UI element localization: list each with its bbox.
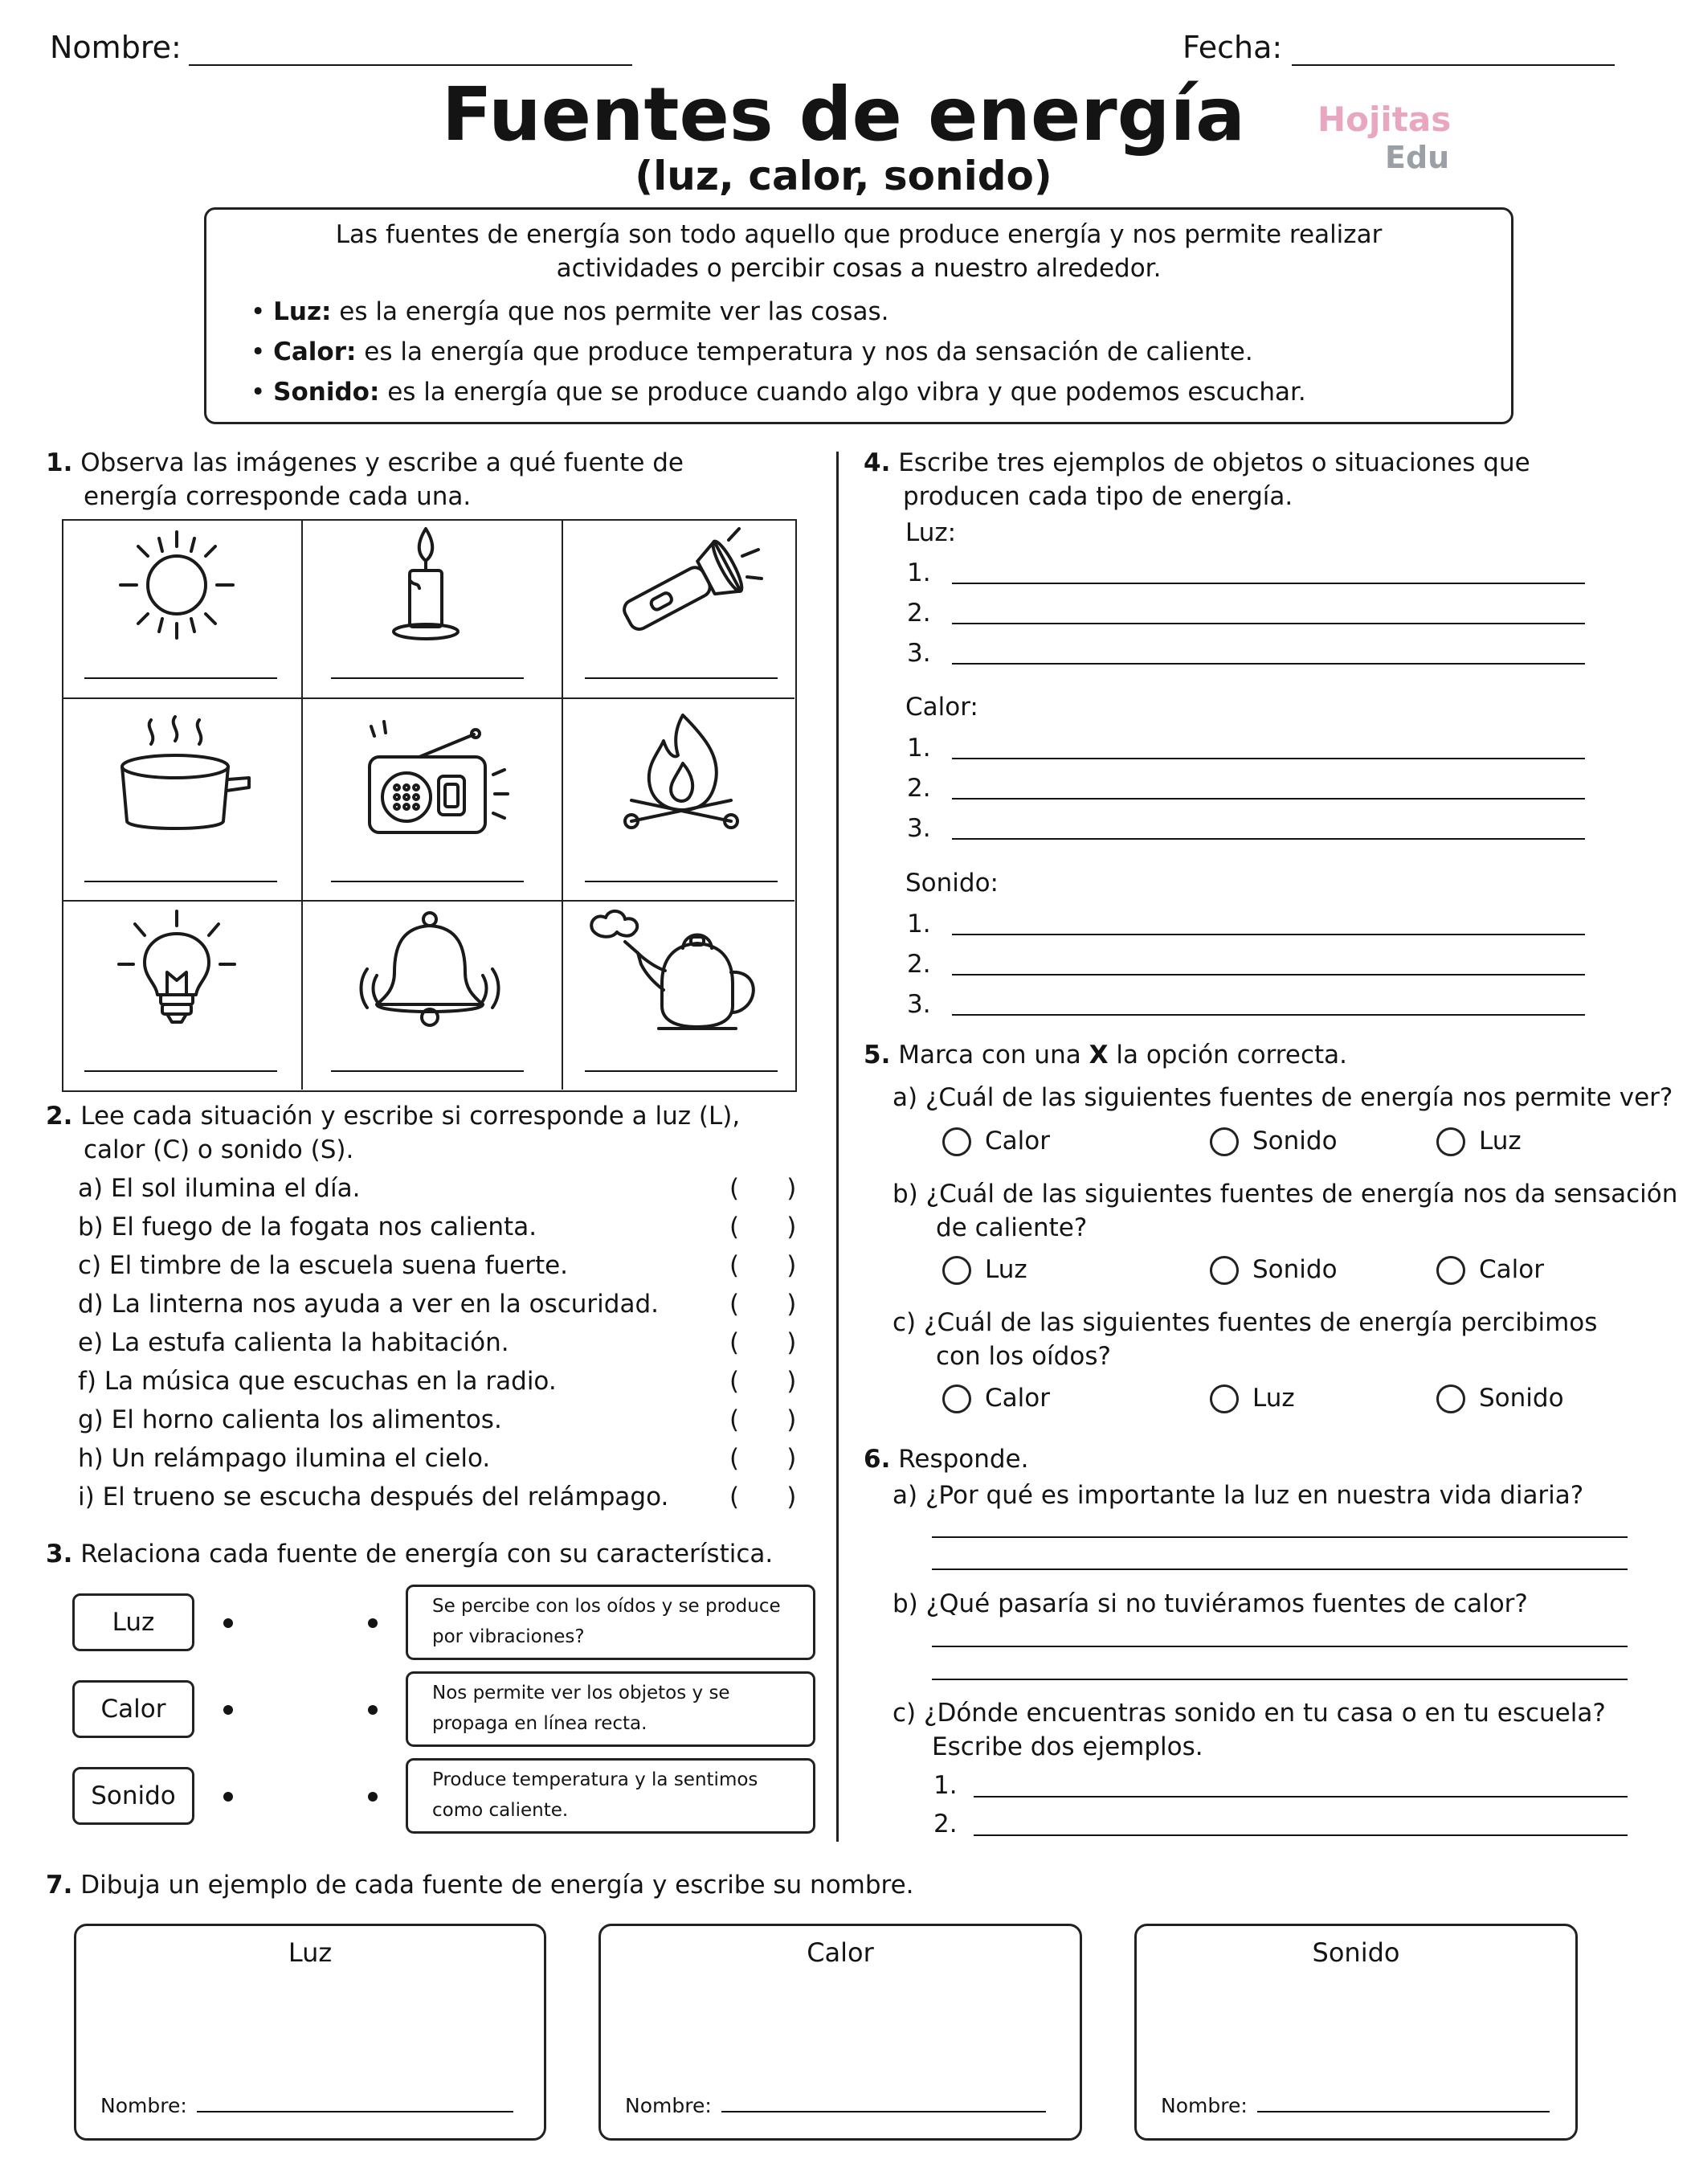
flashlight-icon: [604, 524, 765, 644]
q2-answer-i[interactable]: ( ): [729, 1483, 797, 1511]
q6-c-line-1[interactable]: [974, 1796, 1628, 1798]
q2-answer-b[interactable]: ( ): [729, 1213, 797, 1241]
match-right-3[interactable]: Produce temperatura y la sentimos como caliente.: [406, 1758, 815, 1834]
q6-c-num-2: 2.: [933, 1810, 958, 1838]
q5-b-option-3: Calor: [1479, 1255, 1544, 1284]
intro-item-luz: • Luz: es la energía que nos permite ver las cosas.: [251, 297, 889, 326]
q4-calor-num-1: 1.: [907, 734, 931, 763]
q1-answer-5[interactable]: [331, 881, 524, 882]
q6-c-num-1: 1.: [933, 1771, 958, 1800]
q5-c-question-line2: con los oídos?: [936, 1342, 1111, 1371]
q4-sonido-line-1[interactable]: [952, 934, 1585, 935]
q6-c-line-2[interactable]: [974, 1834, 1628, 1836]
page-subtitle: (luz, calor, sonido): [635, 153, 1052, 199]
match-right-1[interactable]: Se percibe con los oídos y se produce por vibraciones?: [406, 1585, 815, 1660]
q1-instruction-line2: energía corresponde cada una.: [84, 482, 472, 511]
candle-icon: [386, 524, 466, 644]
logo-edu: Edu: [1385, 140, 1450, 175]
draw-box-sonido-title: Sonido: [1312, 1937, 1400, 1968]
intro-item-calor: • Calor: es la energía que produce temperatura y nos da sensación de caliente.: [251, 337, 1253, 366]
q6-b-line-2[interactable]: [932, 1679, 1628, 1680]
draw-box-calor[interactable]: [598, 1924, 1082, 2141]
q4-luz-num-3: 3.: [907, 639, 931, 668]
q5-c-option-2: Luz: [1252, 1384, 1295, 1413]
q5-b-option-2: Sonido: [1252, 1255, 1338, 1284]
q2-item-d: d) La linterna nos ayuda a ver en la oscuridad.: [78, 1290, 659, 1319]
q2-item-b: b) El fuego de la fogata nos calienta.: [78, 1213, 537, 1241]
q4-group-calor-label: Calor:: [905, 693, 978, 722]
q4-sonido-num-3: 3.: [907, 990, 931, 1019]
q5-c-option-1: Calor: [985, 1384, 1050, 1413]
q5-a-option-2-radio[interactable]: [1210, 1127, 1239, 1156]
q1-answer-7[interactable]: [84, 1070, 277, 1072]
intro-item-sonido: • Sonido: es la energía que se produce cuando algo vibra y que podemos escuchar.: [251, 378, 1306, 407]
lightbulb-icon: [112, 906, 241, 1035]
q1-answer-1[interactable]: [84, 677, 277, 679]
match-right-2[interactable]: Nos permite ver los objetos y se propaga en línea recta.: [406, 1671, 815, 1747]
q5-a-option-2: Sonido: [1252, 1127, 1338, 1155]
q5-c-option-1-radio[interactable]: [942, 1384, 971, 1413]
q4-sonido-num-2: 2.: [907, 950, 931, 979]
q5-b-question-line2: de caliente?: [936, 1213, 1088, 1242]
q2-item-f: f) La música que escuchas en la radio.: [78, 1367, 557, 1396]
draw-box-luz-name-label: Nombre:: [100, 2094, 187, 2117]
q5-c-option-3-radio[interactable]: [1436, 1384, 1465, 1413]
q2-item-i: i) El trueno se escucha después del relámpago.: [78, 1483, 669, 1511]
match-dot-left-1[interactable]: [223, 1618, 233, 1628]
q6-c-question-line2: Escribe dos ejemplos.: [932, 1732, 1203, 1761]
q5-a-option-1-radio[interactable]: [942, 1127, 971, 1156]
sun-icon: [112, 527, 241, 640]
q6-a-line-1[interactable]: [932, 1536, 1628, 1538]
q2-answer-a[interactable]: ( ): [729, 1174, 797, 1203]
q5-c-option-3: Sonido: [1479, 1384, 1564, 1413]
match-left-calor[interactable]: Calor: [72, 1680, 194, 1738]
q5-instruction: 5. Marca con una X la opción correcta.: [864, 1041, 1347, 1070]
match-dot-right-3[interactable]: [368, 1792, 378, 1802]
q1-answer-3[interactable]: [585, 677, 778, 679]
q4-sonido-line-2[interactable]: [952, 974, 1585, 975]
q4-instruction-line2: producen cada tipo de energía.: [903, 482, 1293, 511]
q5-c-question: c) ¿Cuál de las siguientes fuentes de energía percibimos: [893, 1308, 1598, 1337]
q2-item-e: e) La estufa calienta la habitación.: [78, 1328, 509, 1357]
q5-b-option-2-radio[interactable]: [1210, 1256, 1239, 1285]
intro-line1: Las fuentes de energía son todo aquello que produce energía y nos permite realizar: [335, 220, 1383, 249]
radio-icon: [355, 714, 516, 842]
q2-item-h: h) Un relámpago ilumina el cielo.: [78, 1444, 491, 1473]
q2-answer-c[interactable]: ( ): [729, 1251, 797, 1280]
bell-icon: [349, 908, 510, 1037]
q5-a-option-1: Calor: [985, 1127, 1050, 1155]
draw-box-calor-name-label: Nombre:: [625, 2094, 712, 2117]
draw-box-calor-title: Calor: [807, 1937, 874, 1968]
q4-luz-line-3[interactable]: [952, 663, 1585, 665]
q7-instruction: 7. Dibuja un ejemplo de cada fuente de energía y escribe su nombre.: [46, 1871, 914, 1900]
campfire-icon: [619, 707, 747, 844]
match-dot-left-2[interactable]: [223, 1705, 233, 1715]
q2-answer-e[interactable]: ( ): [729, 1328, 797, 1357]
draw-box-luz-name-line[interactable]: [197, 2111, 513, 2112]
kettle-icon: [585, 906, 770, 1043]
q4-calor-line-2[interactable]: [952, 798, 1585, 800]
q5-a-question: a) ¿Cuál de las siguientes fuentes de energía nos permite ver?: [893, 1083, 1673, 1112]
q5-b-question: b) ¿Cuál de las siguientes fuentes de energía nos da sensación: [893, 1180, 1678, 1209]
q6-a-question: a) ¿Por qué es importante la luz en nuestra vida diaria?: [893, 1481, 1584, 1510]
q2-instruction: 2. Lee cada situación y escribe si corresponde a luz (L),: [46, 1102, 741, 1131]
q6-b-line-1[interactable]: [932, 1646, 1628, 1647]
q5-b-option-3-radio[interactable]: [1436, 1256, 1465, 1285]
q4-luz-line-2[interactable]: [952, 623, 1585, 624]
q1-answer-6[interactable]: [585, 881, 778, 882]
q1-answer-9[interactable]: [585, 1070, 778, 1072]
q4-group-luz-label: Luz:: [905, 518, 957, 547]
q6-a-line-2[interactable]: [932, 1568, 1628, 1570]
q3-instruction: 3. Relaciona cada fuente de energía con su característica.: [46, 1540, 774, 1568]
draw-box-calor-name-line[interactable]: [721, 2111, 1046, 2112]
q2-item-g: g) El horno calienta los alimentos.: [78, 1405, 502, 1434]
q4-calor-line-1[interactable]: [952, 758, 1585, 759]
q4-calor-line-3[interactable]: [952, 838, 1585, 840]
draw-box-luz-title: Luz: [288, 1937, 333, 1968]
draw-box-luz[interactable]: [74, 1924, 546, 2141]
logo-hojitas: Hojitas: [1317, 100, 1452, 139]
match-left-sonido[interactable]: Sonido: [72, 1767, 194, 1825]
q4-sonido-num-1: 1.: [907, 910, 931, 939]
draw-box-sonido[interactable]: [1134, 1924, 1578, 2141]
q2-answer-f[interactable]: ( ): [729, 1367, 797, 1396]
q6-instruction: 6. Responde.: [864, 1445, 1029, 1474]
q4-sonido-line-3[interactable]: [952, 1014, 1585, 1016]
q5-b-option-1: Luz: [985, 1255, 1027, 1284]
q4-luz-num-2: 2.: [907, 599, 931, 628]
nombre-field[interactable]: [189, 64, 632, 66]
q2-item-a: a) El sol ilumina el día.: [78, 1174, 361, 1203]
q1-answer-4[interactable]: [84, 881, 277, 882]
q2-answer-h[interactable]: ( ): [729, 1444, 797, 1473]
q4-instruction: 4. Escribe tres ejemplos de objetos o situaciones que: [864, 448, 1530, 477]
q2-answer-d[interactable]: ( ): [729, 1290, 797, 1319]
q4-luz-num-1: 1.: [907, 558, 931, 587]
q2-item-c: c) El timbre de la escuela suena fuerte.: [78, 1251, 569, 1280]
q5-a-option-3-radio[interactable]: [1436, 1127, 1465, 1156]
nombre-label: Nombre:: [50, 30, 182, 65]
match-dot-right-1[interactable]: [368, 1618, 378, 1628]
q1-answer-8[interactable]: [331, 1070, 524, 1072]
pot-icon: [112, 714, 257, 842]
q5-b-option-1-radio[interactable]: [942, 1256, 971, 1285]
q1-answer-2[interactable]: [331, 677, 524, 679]
q1-instruction: 1. Observa las imágenes y escribe a qué fuente de: [46, 448, 684, 477]
column-divider: [836, 452, 839, 1842]
match-dot-left-3[interactable]: [223, 1792, 233, 1802]
page-title: Fuentes de energía: [441, 72, 1246, 157]
match-dot-right-2[interactable]: [368, 1705, 378, 1715]
q6-c-question: c) ¿Dónde encuentras sonido en tu casa o en tu escuela?: [893, 1699, 1606, 1728]
match-left-luz[interactable]: Luz: [72, 1593, 194, 1651]
q6-b-question: b) ¿Qué pasaría si no tuviéramos fuentes de calor?: [893, 1589, 1528, 1618]
q4-group-sonido-label: Sonido:: [905, 869, 999, 898]
draw-box-sonido-name-line[interactable]: [1257, 2111, 1550, 2112]
q4-luz-line-1[interactable]: [952, 583, 1585, 584]
q4-calor-num-2: 2.: [907, 774, 931, 803]
q5-a-option-3: Luz: [1479, 1127, 1522, 1155]
draw-box-sonido-name-label: Nombre:: [1161, 2094, 1248, 2117]
fecha-label: Fecha:: [1183, 30, 1283, 65]
fecha-field[interactable]: [1292, 64, 1615, 66]
q5-c-option-2-radio[interactable]: [1210, 1384, 1239, 1413]
q2-answer-g[interactable]: ( ): [729, 1405, 797, 1434]
intro-line2: actividades o percibir cosas a nuestro alrededor.: [556, 254, 1162, 283]
q2-instruction-line2: calor (C) o sonido (S).: [84, 1135, 354, 1164]
q4-calor-num-3: 3.: [907, 814, 931, 843]
